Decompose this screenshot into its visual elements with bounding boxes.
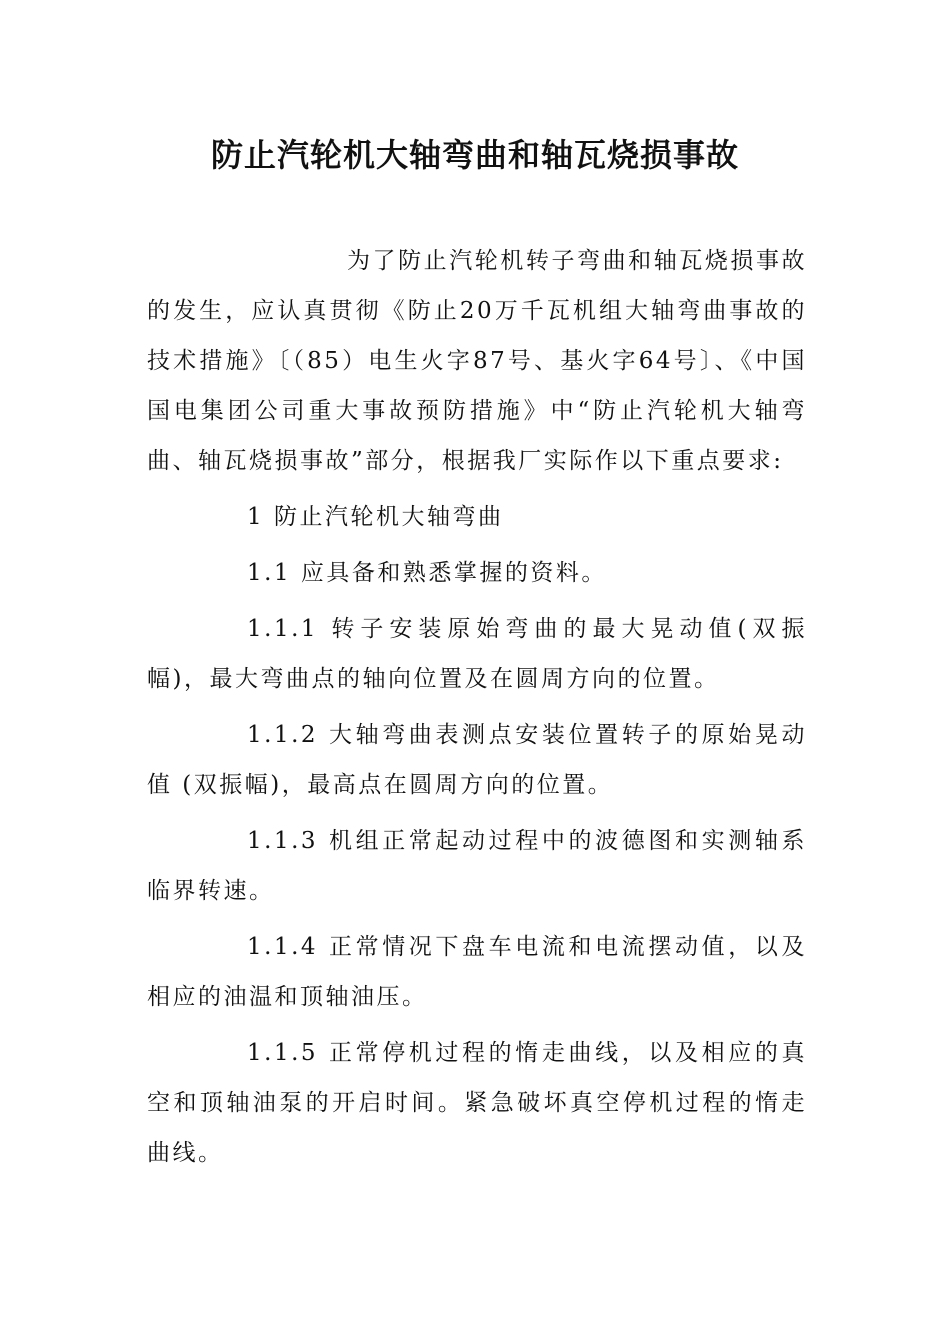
item-1-1-2: 1.1.2 大轴弯曲表测点安装位置转子的原始晃动值 (双振幅)，最高点在圆周方向的位置。 xyxy=(147,722,807,798)
section-heading-1-1: 1.1 应具备和熟悉掌握的资料。 xyxy=(247,560,607,586)
section-heading-1: 1 防止汽轮机大轴弯曲 xyxy=(247,504,504,530)
intro-paragraph: 为了防止汽轮机转子弯曲和轴瓦烧损事故的发生，应认真贯彻《防止20万千瓦机组大轴弯曲事故的技术措施》〔（85）电生火字87号、基火字64号〕、《中国国电集团公司重大事故预防措施》中“防止汽轮机大轴弯曲、轴瓦烧损事故”部分，根据我厂实际作以下重点要求: xyxy=(147,248,807,474)
item-1-1-3: 1.1.3 机组正常起动过程中的波德图和实测轴系临界转速。 xyxy=(147,828,807,904)
document-body xyxy=(147,236,807,1178)
item-1-1-1: 1.1.1 转子安装原始弯曲的最大晃动值(双振幅)，最大弯曲点的轴向位置及在圆周方向的位置。 xyxy=(147,616,807,692)
item-1-1-5: 1.1.5 正常停机过程的惰走曲线，以及相应的真空和顶轴油泵的开启时间。紧急破坏真空停机过程的惰走曲线。 xyxy=(147,1040,807,1166)
item-1-1-4: 1.1.4 正常情况下盘车电流和电流摆动值，以及相应的油温和顶轴油压。 xyxy=(147,934,807,1010)
document-title: 防止汽轮机大轴弯曲和轴瓦烧损事故 xyxy=(210,136,739,174)
